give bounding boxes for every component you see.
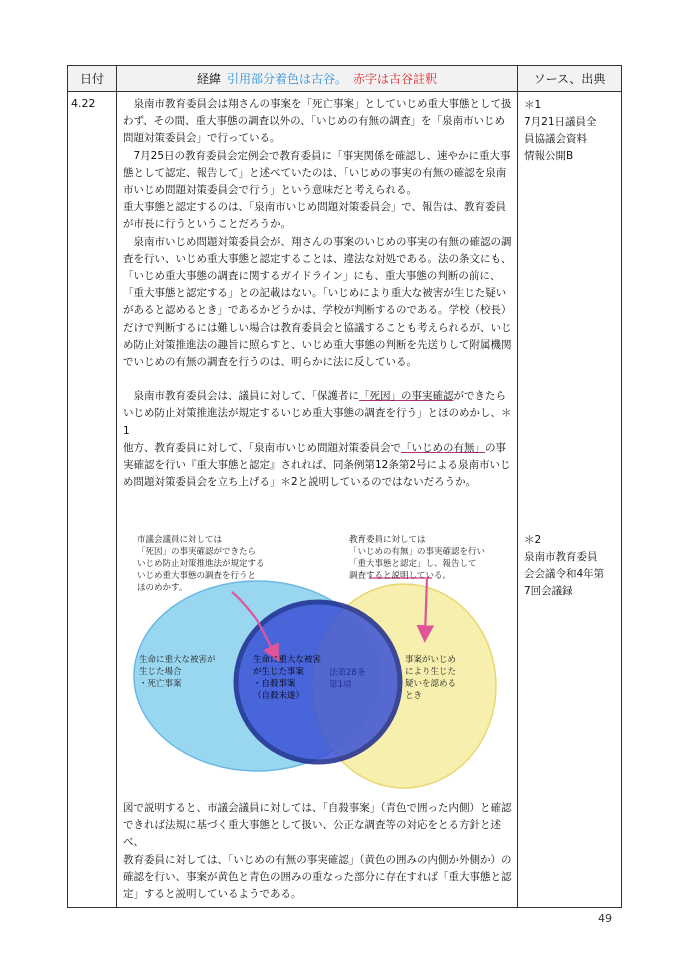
text-run: 泉南市教育委員会は、議員に対して、「保護者に: [123, 390, 360, 403]
paragraph: [123, 440, 512, 492]
source-2: [524, 532, 604, 600]
note-line: いじめ重大事態の調査を行うと: [137, 571, 257, 581]
label-line: 生命に重大な被害が: [139, 655, 216, 665]
source-line: 7月21日議員全: [524, 116, 597, 128]
highlight-cause-of-death: 「死因」の事実確認: [359, 390, 454, 403]
text-run: の事実確認を行い『重大事態と認定』されれば、同条例第12条第2号による泉南市いじめ問題対策委員会を立ち上げる」＊2と説明しているのではないだろうか。: [123, 441, 511, 489]
label-line: により生じた: [405, 667, 457, 677]
paragraph: [123, 388, 512, 440]
main-column-header: [117, 66, 518, 92]
page-number: 49: [598, 912, 612, 925]
text-run: ができたらいじめ防止対策推進法が規定するいじめ重大事態の調査を行う」とほのめかし、＊1: [123, 390, 512, 437]
diagram-explanation: [123, 800, 513, 903]
note-line: ほのめかす。: [137, 583, 188, 593]
paragraph: 泉南市いじめ問題対策委員会が、翔さんの事案のいじめの事実の有無の確認の調査を行い、いじめ重大事態と認定することは、違法な対処である。法の条文にも、「いじめ重大事態の調査に関するガイドライン」にも、重大事態の判断の前に、「重大事態と認定する」との記載はない。「いじめにより重大な被害が生じた疑いがあると認めるとき」であるかどうかは、学校が判断するのである。学校（校長）だけで判断するには難しい場合は教育委員会と協議することも考えられるが、いじめ防止対策推進法の趣旨に照らすと、いじめ重大事態の判断を先送りして附属機関でいじめの有無の調査を行うのは、明らかに法に反している。: [123, 235, 512, 369]
label-line: ・自殺事案: [253, 679, 296, 689]
inner-circle-label: [253, 654, 321, 702]
row-body: [117, 92, 518, 908]
source-line: 会会議令和4年第: [524, 568, 605, 580]
note-line: 「死因」の事実確認ができたら: [137, 547, 257, 557]
highlight-bullying-existence: 「いじめの有無」: [401, 441, 486, 454]
label-line: ・死亡事案: [139, 679, 182, 689]
paragraph: 7月25日の教育委員会定例会で教育委員に「事実関係を確認し、速やかに重大事態として認定、報告して」と述べていたのは、「いじめの事実の有無の確認を泉南市いじめ問題対策委員会で行う」という意味だと考えられる。: [123, 149, 511, 197]
note-line: 調査すると説明している。: [349, 571, 452, 581]
source-line: 情報公開B: [524, 150, 574, 162]
source-line: ＊2: [524, 534, 542, 546]
paragraph: 図で説明すると、市議会議員に対しては、「自殺事案」（青色で囲った内側）と確認できれば法規に基づく重大事態として扱い、公正な調査等の対応をとる方針と述べ、: [123, 802, 512, 849]
note-line: 「重大事態と認定」し、報告して: [349, 559, 477, 569]
label-line: 第1項: [329, 680, 352, 690]
paragraph: 重大事態と認定するのは、「泉南市いじめ問題対策委員会」で、報告は、教育委員が市長に行うということだろうか。: [123, 201, 507, 231]
source-column-header: ソース、出典: [518, 66, 622, 92]
label-line: 事案がいじめ: [405, 655, 457, 665]
source-line: 員協議会資料: [524, 133, 587, 145]
label-line: が生じた事案: [253, 667, 305, 677]
venn-diagram: [117, 534, 518, 792]
outer-left-label: [139, 654, 216, 690]
note-line: 教育委員に対しては: [349, 535, 426, 545]
label-line: （自殺未遂）: [253, 691, 305, 701]
label-line: とき: [405, 691, 423, 701]
label-line: 生じた場合: [139, 667, 182, 677]
note-line: 「いじめの有無」の事実確認を行い: [349, 547, 486, 557]
law-label: [329, 667, 365, 691]
row-date: 4.22: [68, 92, 117, 908]
red-text-note: 赤字は古谷註釈: [353, 72, 438, 86]
table-header-row: [68, 66, 622, 92]
right-note: [349, 534, 485, 582]
date-column-header: 日付: [68, 66, 117, 92]
label-line: 疑いを認める: [405, 679, 457, 689]
source-line: ＊1: [524, 99, 542, 111]
label-line: 生命に重大な被害: [253, 655, 322, 665]
row-source: [518, 92, 622, 908]
left-note: [137, 534, 265, 594]
source-1: [524, 97, 615, 165]
main-column-title: 経緯: [196, 72, 221, 86]
chronology-table: [67, 65, 622, 908]
quote-color-note: 引用部分着色は古谷。: [226, 72, 347, 86]
paragraph: 教育委員に対しては、「いじめの有無の事実確認」（黄色の囲みの内側か外側か）の確認を行い、事案が黄色と青色の囲みの重なった部分に存在すれば「重大事態と認定」すると説明しているようである。: [123, 853, 512, 901]
source-line: 泉南市教育委員: [524, 551, 598, 563]
right-circle-label: [405, 654, 456, 702]
paragraph: 泉南市教育委員会は翔さんの事案を「死亡事案」としていじめ重大事態として扱わず、その間、重大事態の調査以外の、「いじめの有無の調査」を「泉南市いじめ問題対策委員会」で行っている。: [123, 98, 512, 145]
source-line: 7回会議録: [524, 585, 573, 597]
label-line: 法第28条: [329, 668, 366, 678]
text-run: 他方、教育委員に対して、「泉南市いじめ問題対策委員会で: [123, 441, 402, 454]
note-line: 市議会議員に対しては: [137, 535, 223, 545]
note-line: いじめ防止対策推進法が規定する: [137, 559, 265, 569]
table-row: [68, 92, 622, 908]
body-text: [117, 92, 517, 491]
